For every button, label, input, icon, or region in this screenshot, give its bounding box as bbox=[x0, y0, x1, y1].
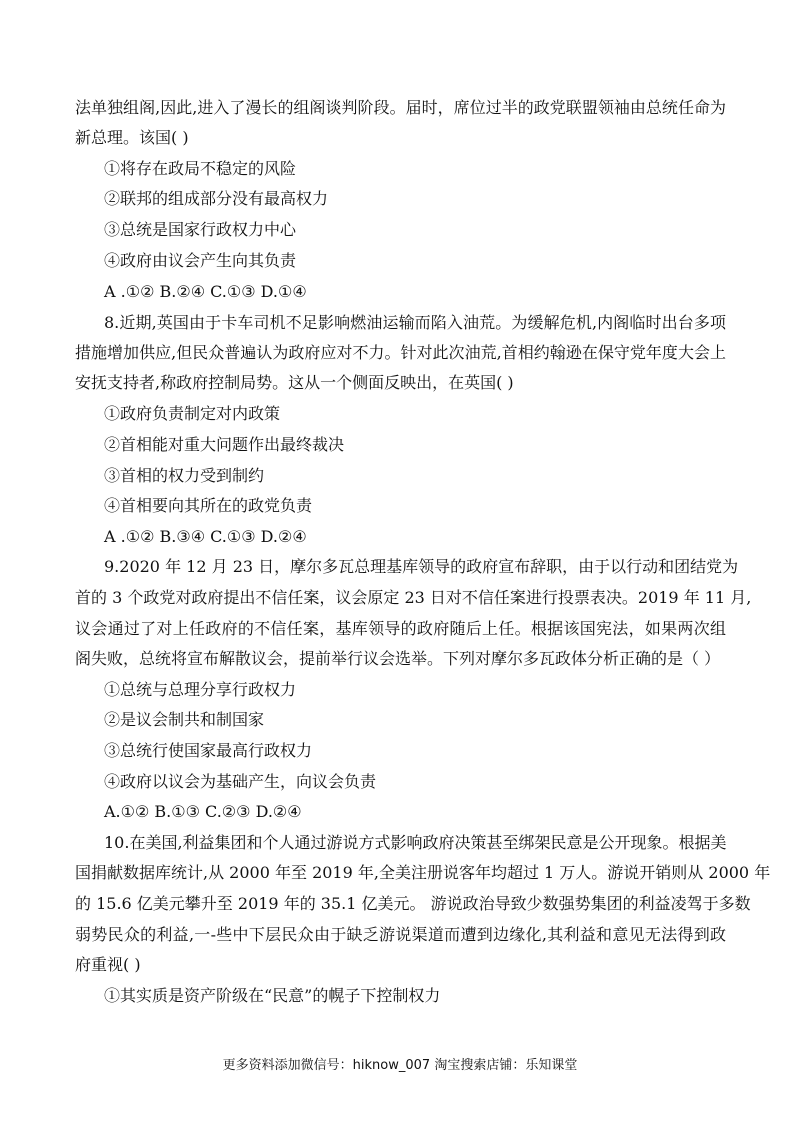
q9-option-3: ③总统行使国家最高行政权力 bbox=[104, 741, 313, 760]
q7-option-3: ③总统是国家行政权力中心 bbox=[104, 220, 297, 239]
q7-stem-line-1: 法单独组阁,因此,进入了漫长的组阁谈判阶段。届时，席位过半的政党联盟领袖由总统任命为 bbox=[75, 98, 726, 117]
q7-option-2: ②联邦的组成部分没有最高权力 bbox=[104, 189, 329, 208]
q10-option-1: ①其实质是资产阶级在“民意”的幌子下控制权力 bbox=[104, 986, 441, 1005]
q8-choices: A .①② B.③④ C.①③ D.②④ bbox=[104, 527, 307, 546]
q10-stem-line-2: 国捐献数据库统计,从 2000 年至 2019 年,全美注册说客年均超过 1 万人。游说开销则从 2000 年 bbox=[75, 863, 771, 882]
q7-choices: A .①② B.②④ C.①③ D.①④ bbox=[104, 282, 307, 301]
q7-stem-line-2: 新总理。该国( ) bbox=[75, 128, 189, 147]
q8-stem-line-3: 安抚支持者,称政府控制局势。这从一个侧面反映出，在英国( ) bbox=[75, 373, 514, 392]
q8-stem-line-2: 措施增加供应,但民众普遍认为政府应对不力。针对此次油荒,首相约翰逊在保守党年度大会上 bbox=[75, 343, 726, 362]
q8-option-4: ④首相要向其所在的政党负责 bbox=[104, 496, 313, 515]
q9-stem-line-1: 9.2020 年 12 月 23 日，摩尔多瓦总理基库领导的政府宣布辞职，由于以行动和团结党为 bbox=[104, 557, 739, 576]
q8-option-1: ①政府负责制定对内政策 bbox=[104, 404, 281, 423]
q8-stem-line-1: 8.近期,英国由于卡车司机不足影响燃油运输而陷入油荒。为缓解危机,内阁临时出台多项 bbox=[104, 313, 726, 332]
q9-stem-line-2: 首的 3 个政党对政府提出不信任案，议会原定 23 日对不信任案进行投票表决。2019 年 11 月, bbox=[75, 588, 752, 607]
q10-stem-line-1: 10.在美国,利益集团和个人通过游说方式影响政府决策甚至绑架民意是公开现象。根据美 bbox=[104, 833, 727, 852]
q9-choices: A.①② B.①③ C.②③ D.②④ bbox=[104, 802, 302, 821]
page-footer: 更多资料添加微信号：hiknow_007 淘宝搜索店铺：乐知课堂 bbox=[222, 1058, 578, 1073]
q9-stem-line-3: 议会通过了对上任政府的不信任案，基库领导的政府随后上任。根据该国宪法，如果两次组 bbox=[75, 619, 726, 638]
q9-option-2: ②是议会制共和制国家 bbox=[104, 710, 265, 729]
q10-stem-line-4: 弱势民众的利益,一-些中下层民众由于缺乏游说渠道而遭到边缘化,其利益和意见无法得到政 bbox=[75, 925, 726, 944]
q7-option-1: ①将存在政局不稳定的风险 bbox=[104, 159, 297, 178]
q7-option-4: ④政府由议会产生向其负责 bbox=[104, 251, 297, 270]
q8-option-3: ③首相的权力受到制约 bbox=[104, 466, 265, 485]
q9-stem-line-4: 阁失败，总统将宣布解散议会，提前举行议会选举。下列对摩尔多瓦政体分析正确的是（ ） bbox=[75, 649, 721, 668]
q9-option-4: ④政府以议会为基础产生，向议会负责 bbox=[104, 772, 377, 791]
q10-stem-line-3: 的 15.6 亿美元攀升至 2019 年的 35.1 亿美元。 游说政治导致少数强势集团的利益凌驾于多数 bbox=[75, 894, 751, 913]
q8-option-2: ②首相能对重大问题作出最终裁决 bbox=[104, 435, 345, 454]
q9-option-1: ①总统与总理分享行政权力 bbox=[104, 680, 297, 699]
q10-stem-line-5: 府重视( ) bbox=[75, 955, 141, 974]
